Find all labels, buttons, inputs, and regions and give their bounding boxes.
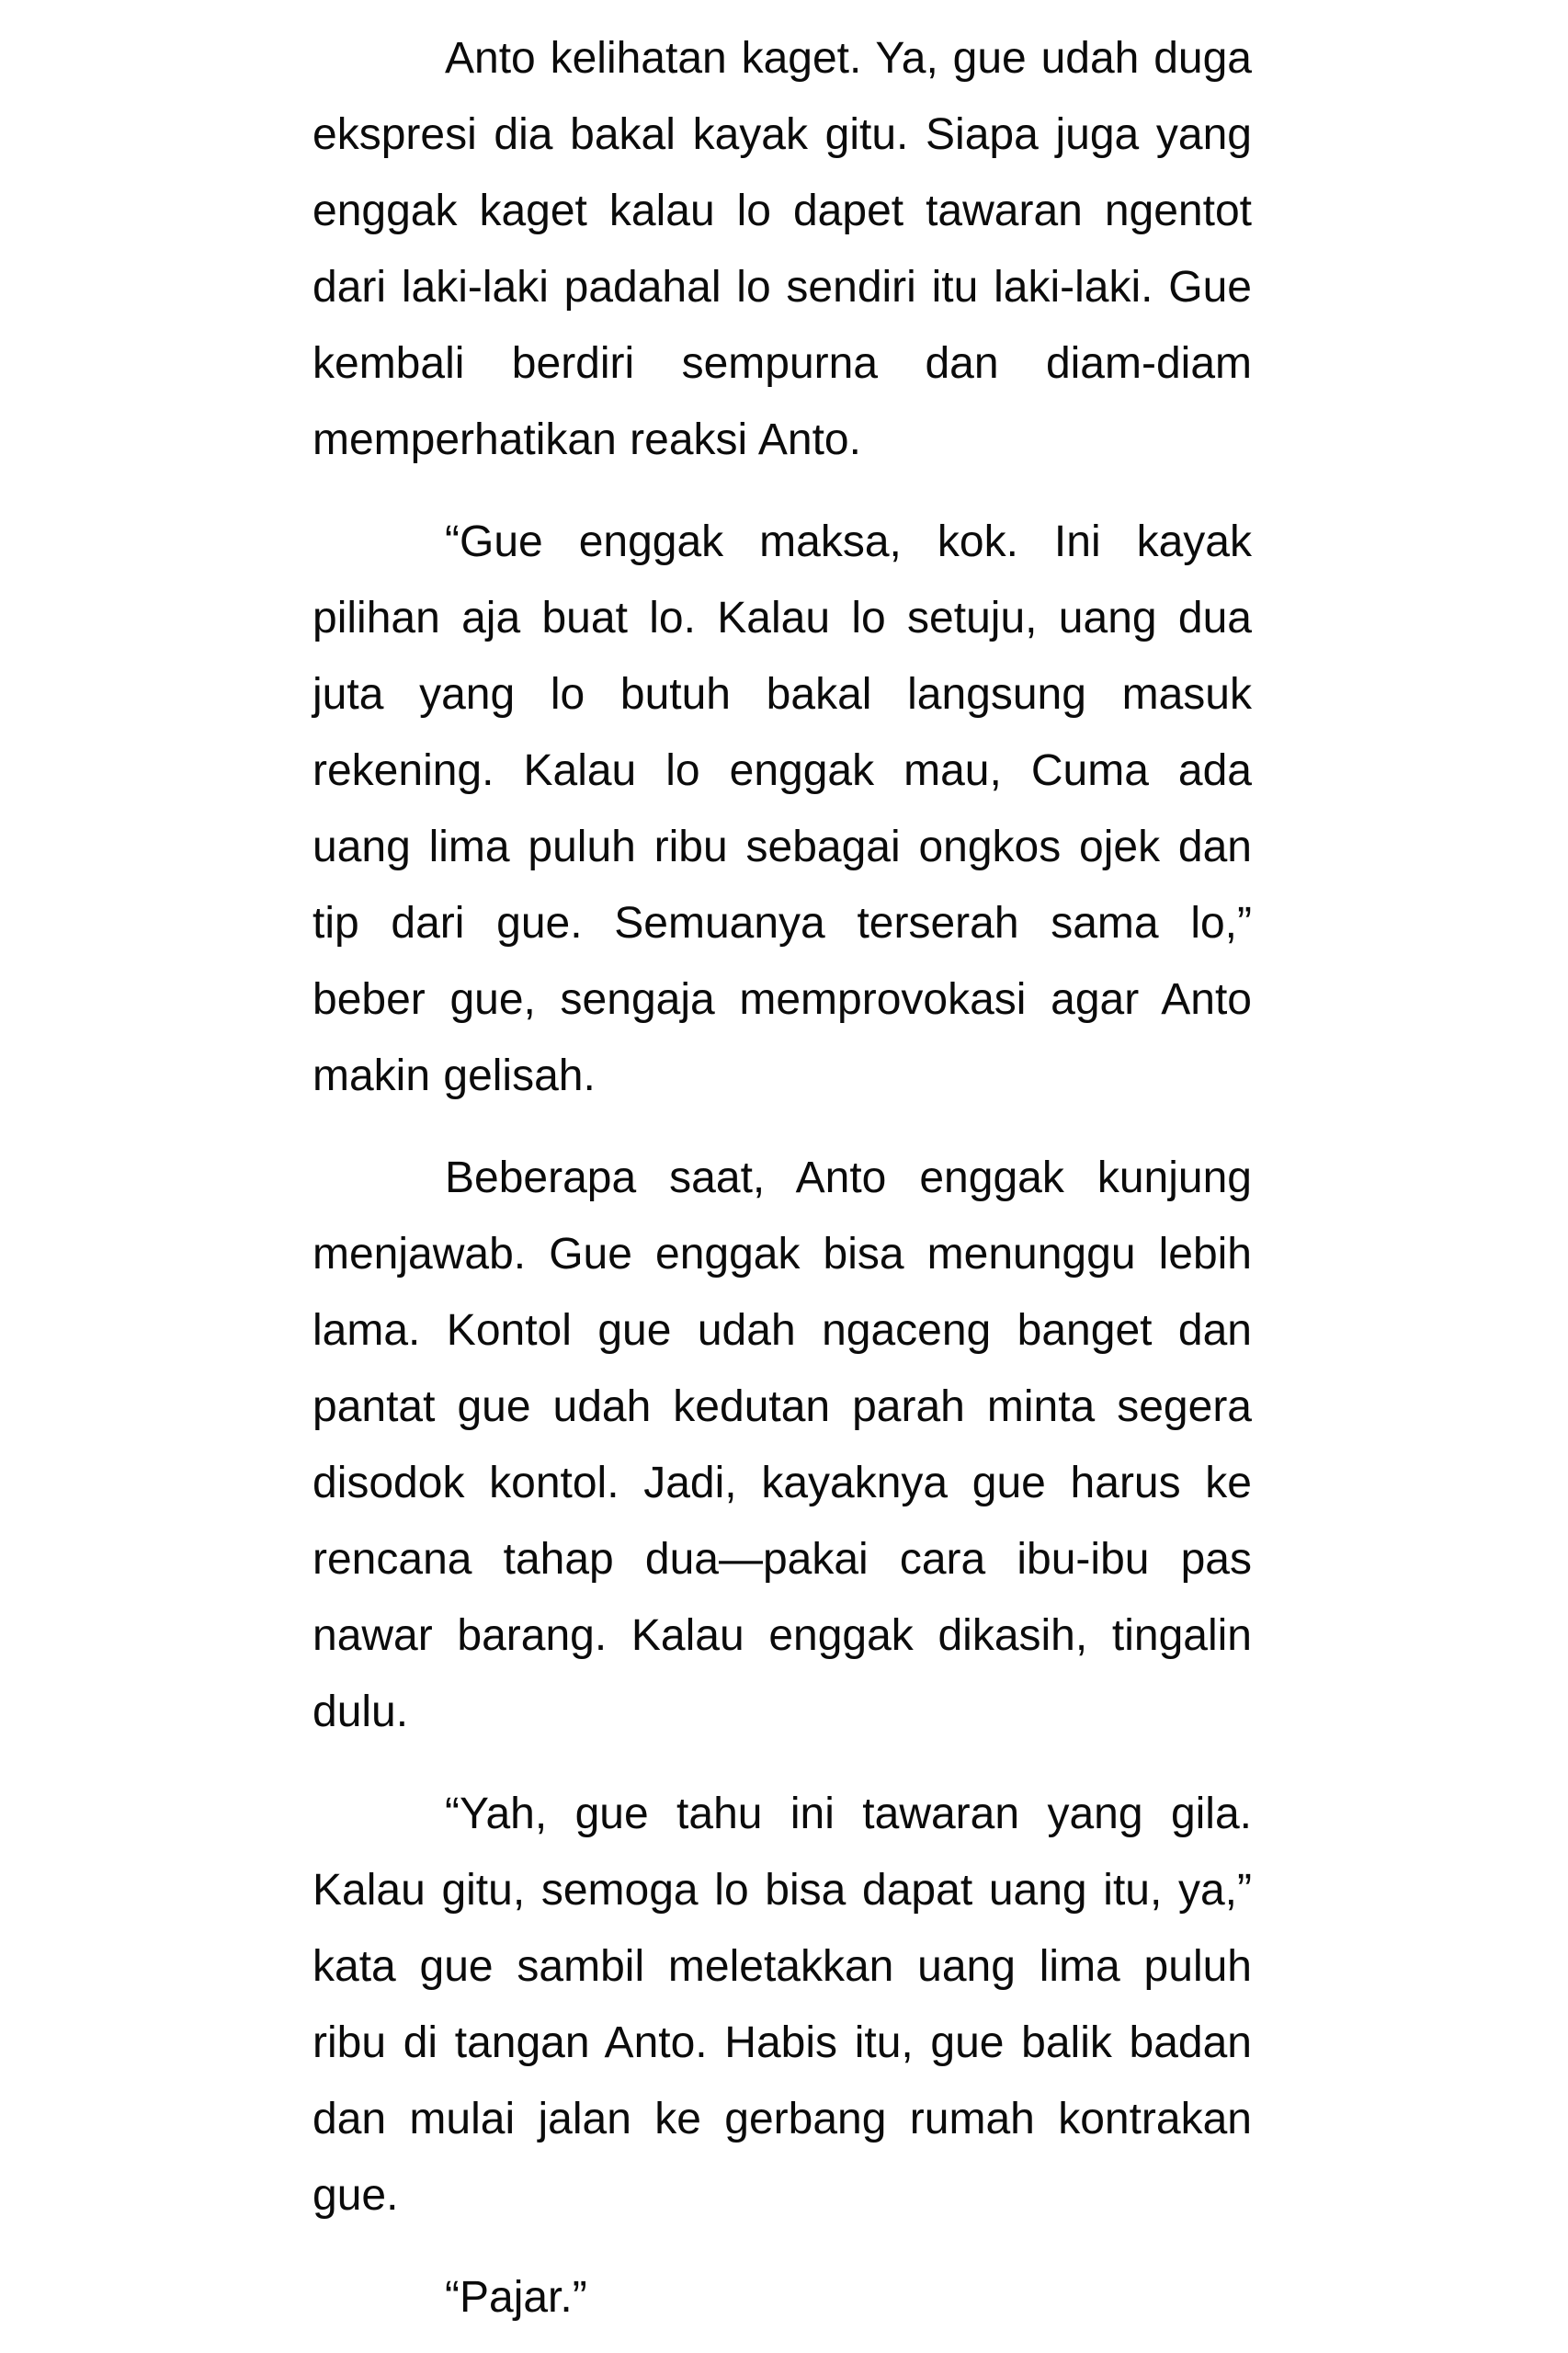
paragraph-2: “Gue enggak maksa, kok. Ini kayak pilihan aja buat lo. Kalau lo setuju, uang dua juta yang lo butuh bakal langsung masuk rekening. Kalau lo enggak mau, Cuma ada uang lima puluh ribu sebagai ongkos ojek dan tip dari gue. Semuanya terserah sama lo,” beber gue, sengaja memprovokasi agar Anto makin gelisah.	[312, 517, 1252, 1100]
paragraph-3: Beberapa saat, Anto enggak kunjung menjawab. Gue enggak bisa menunggu lebih lama. Kontol gue udah ngaceng banget dan pantat gue udah kedutan parah minta segera disodok kontol. Jadi, kayaknya gue harus ke rencana tahap dua—pakai cara ibu-ibu pas nawar barang. Kalau enggak dikasih, tingalin dulu.	[312, 1154, 1252, 1736]
paragraph-4: “Yah, gue tahu ini tawaran yang gila. Kalau gitu, semoga lo bisa dapat uang itu, ya,” kata gue sambil meletakkan uang lima puluh ribu di tangan Anto. Habis itu, gue balik badan dan mulai jalan ke gerbang rumah kontrakan gue.	[312, 1790, 1252, 2220]
paragraph-1: Anto kelihatan kaget. Ya, gue udah duga ekspresi dia bakal kayak gitu. Siapa juga yang enggak kaget kalau lo dapet tawaran ngentot dari laki-laki padahal lo sendiri itu laki-laki. Gue kembali berdiri sempurna dan diam-diam memperhatikan reaksi Anto.	[312, 34, 1252, 464]
text-column	[312, 20, 1252, 2336]
paragraph-5: “Pajar.”	[445, 2273, 587, 2322]
